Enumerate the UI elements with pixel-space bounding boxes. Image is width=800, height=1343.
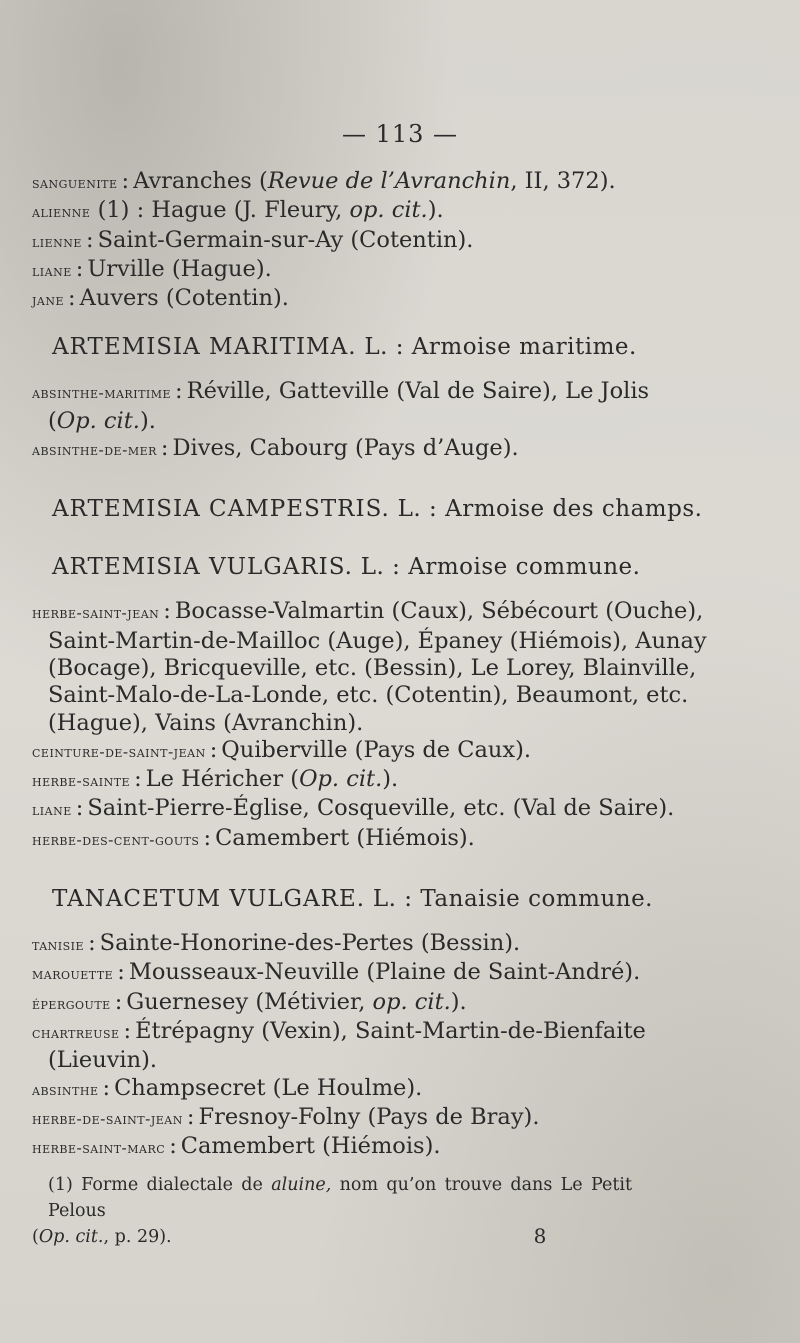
entry-continuation: (Hague), Vains (Avranchin). bbox=[48, 709, 364, 736]
entry-lienne: lienne : Saint-Germain-sur-Ay (Cotentin). bbox=[32, 226, 474, 253]
dialect-term: alienne bbox=[32, 203, 91, 222]
dialect-term: herbe-de-saint-jean bbox=[32, 1109, 183, 1128]
entry-herbe-de-saint-jean: herbe-de-saint-jean : Fresnoy-Folny (Pays de Bray). bbox=[32, 1103, 540, 1130]
species-heading-tanacetum-vulgare: TANACETUM VULGARE. L. : Tanaisie commune. bbox=[52, 886, 653, 913]
dialect-term: liane bbox=[32, 801, 72, 820]
page-number: — 113 — bbox=[341, 120, 459, 148]
entry-absinthe-maritime: absinthe-maritime : Réville, Gatteville (Val de Saire), Le Jolis bbox=[32, 378, 650, 405]
dialect-term: épergoute bbox=[32, 994, 111, 1013]
entry-herbe-saint-jean: herbe-saint-jean : Bocasse-Valmartin (Caux), Sébécourt (Ouche), bbox=[32, 598, 704, 625]
entry-sanguenite: sanguenite : Avranches (Revue de l’Avranchin, II, 372). bbox=[32, 168, 616, 194]
signature-mark: 8 bbox=[533, 1224, 547, 1248]
species-heading-artemisia-maritima: ARTEMISIA MARITIMA. L. : Armoise maritime. bbox=[52, 334, 637, 361]
entry-tanisie: tanisie : Sainte-Honorine-des-Pertes (Bessin). bbox=[32, 930, 521, 957]
dialect-term: chartreuse bbox=[32, 1023, 120, 1042]
entry-absinthe-de-mer: absinthe-de-mer : Dives, Cabourg (Pays d’Auge). bbox=[32, 435, 519, 462]
entry-continuation: Saint-Malo-de-La-Londe, etc. (Cotentin), Beaumont, etc. bbox=[48, 682, 689, 709]
entry-marouette: marouette : Mousseaux-Neuville (Plaine de Saint-André). bbox=[32, 959, 641, 986]
entry-herbe-saint-marc: herbe-saint-marc : Camembert (Hiémois). bbox=[32, 1133, 441, 1160]
entry-absinthe: absinthe : Champsecret (Le Houlme). bbox=[32, 1074, 423, 1101]
main-text bbox=[32, 168, 707, 1162]
dialect-term: tanisie bbox=[32, 936, 85, 955]
footnote-line-2: (Op. cit., p. 29). bbox=[32, 1227, 172, 1247]
footnote-line-1: (1) Forme dialectale de aluine, nom qu’on trouve dans Le Petit Pelous bbox=[48, 1175, 632, 1221]
entry-continuation: Saint-Martin-de-Mailloc (Auge), Épaney (Hiémois), Aunay bbox=[48, 627, 707, 654]
entry-liane-val-de-saire: liane : Saint-Pierre-Église, Cosqueville, etc. (Val de Saire). bbox=[32, 795, 675, 822]
entry-continuation: (Lieuvin). bbox=[48, 1047, 158, 1074]
dialect-term: absinthe-maritime bbox=[32, 384, 172, 403]
entry-liane: liane : Urville (Hague). bbox=[32, 255, 272, 282]
entry-ceinture-de-saint-jean: ceinture-de-saint-jean : Quiberville (Pays de Caux). bbox=[32, 736, 532, 763]
entry-chartreuse: chartreuse : Étrépagny (Vexin), Saint-Martin-de-Bienfaite bbox=[32, 1017, 646, 1044]
entry-jane: jane : Auvers (Cotentin). bbox=[32, 285, 289, 312]
entry-continuation: (Bocage), Bricqueville, etc. (Bessin), Le Lorey, Blainville, bbox=[48, 654, 697, 681]
entry-herbe-sainte: herbe-sainte : Le Héricher (Op. cit.). bbox=[32, 766, 399, 793]
entry-continuation: (Op. cit.). bbox=[48, 407, 156, 434]
dialect-term: jane bbox=[32, 291, 65, 310]
entry-epergoute: épergoute : Guernesey (Métivier, op. cit.). bbox=[32, 988, 467, 1015]
species-heading-artemisia-campestris: ARTEMISIA CAMPESTRIS. L. : Armoise des champs. bbox=[52, 496, 703, 523]
dialect-term: herbe-saint-marc bbox=[32, 1139, 166, 1158]
dialect-term: herbe-des-cent-gouts bbox=[32, 830, 200, 849]
dialect-term: marouette bbox=[32, 965, 114, 984]
dialect-term: herbe-saint-jean bbox=[32, 604, 160, 623]
dialect-term: herbe-sainte bbox=[32, 772, 131, 791]
dialect-term: sanguenite bbox=[32, 174, 118, 192]
entry-alienne: alienne (1) : Hague (J. Fleury, op. cit.). bbox=[32, 197, 444, 224]
entry-herbe-des-cent-gouts: herbe-des-cent-gouts : Camembert (Hiémois). bbox=[32, 824, 475, 851]
dialect-term: ceinture-de-saint-jean bbox=[32, 742, 206, 761]
dialect-term: lienne bbox=[32, 232, 82, 251]
dialect-term: absinthe bbox=[32, 1080, 99, 1099]
dialect-term: liane bbox=[32, 261, 72, 280]
dialect-term: absinthe-de-mer bbox=[32, 441, 157, 460]
species-heading-artemisia-vulgaris: ARTEMISIA VULGARIS. L. : Armoise commune. bbox=[52, 554, 641, 581]
